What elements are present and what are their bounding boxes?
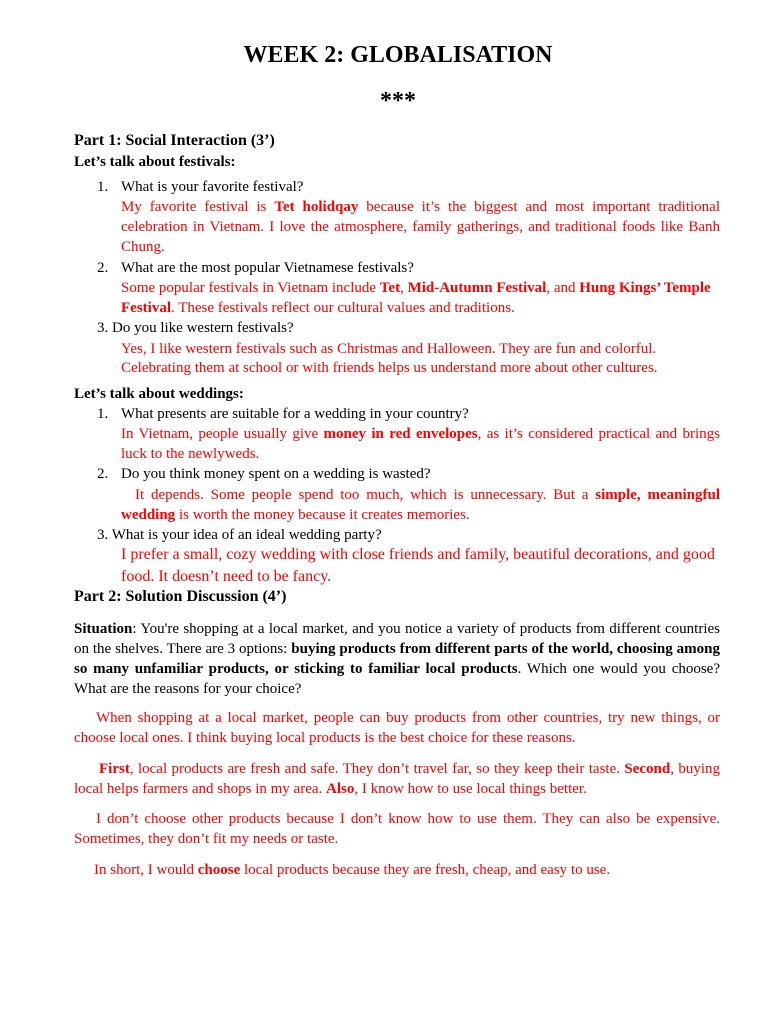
question-number: 2. xyxy=(97,466,109,482)
answer-span: In Vietnam, people usually give xyxy=(121,426,324,442)
question-text: What is your favorite festival? xyxy=(121,179,304,195)
answer-span: , and xyxy=(546,280,580,296)
title-separator: *** xyxy=(380,88,416,114)
question-number: 1. xyxy=(97,406,109,422)
page-title: WEEK 2: GLOBALISATION xyxy=(243,42,553,68)
essay-bold: First xyxy=(99,761,130,777)
essay-bold: Second xyxy=(624,761,671,777)
answer-text xyxy=(121,278,720,318)
festivals-subheading: Let’s talk about festivals: xyxy=(74,154,236,170)
question-number: 2. xyxy=(97,260,109,276)
answer-span: , as it’s considered practical and brings luck to the newlyweds. xyxy=(121,426,720,462)
question-number: 1. xyxy=(97,179,109,195)
essay-paragraph xyxy=(74,860,720,880)
answer-span: . These festivals reflect our cultural values and traditions. xyxy=(171,300,515,316)
situation-text: : You're shopping at a local market, and you notice a variety of products from different countries on the shelves. There are 3 options: xyxy=(74,621,720,657)
essay-span: , local products are fresh and safe. They don’t travel far, so they keep their taste. xyxy=(129,761,625,777)
answer-bold: Mid-Autumn Festival xyxy=(407,280,547,296)
essay-span: , buying local helps farmers and shops in my area. xyxy=(74,761,720,797)
part2-heading: Part 2: Solution Discussion (4’) xyxy=(74,588,287,605)
answer-bold: Hung Kings’ Temple Festival xyxy=(121,280,711,316)
essay-span: , I know how to use local things better. xyxy=(354,781,587,797)
question-text: What are the most popular Vietnamese festivals? xyxy=(121,260,414,276)
answer-text xyxy=(121,197,720,257)
question-text: 3. Do you like western festivals? xyxy=(97,320,294,336)
weddings-subheading: Let’s talk about weddings: xyxy=(74,386,244,402)
answer-span: is worth the money because it creates memories. xyxy=(175,507,470,523)
essay-span: local products because they are fresh, cheap, and easy to use. xyxy=(240,862,611,878)
situation-text: . Which one would you choose? What are the reasons for your choice? xyxy=(74,661,720,697)
answer-text: Yes, I like western festivals such as Christmas and Halloween. They are fun and colorful. xyxy=(121,341,657,357)
question-text: 3. What is your idea of an ideal wedding party? xyxy=(97,527,382,543)
question-text: What presents are suitable for a wedding in your country? xyxy=(121,406,469,422)
answer-text: I prefer a small, cozy wedding with close friends and family, beautiful decorations, and good food. It doesn’t need to be fancy. xyxy=(121,546,715,585)
essay-paragraph: I don’t choose other products because I don’t know how to use them. They can also be expensive. Sometimes, they don’t fit my needs or taste. xyxy=(74,811,720,847)
answer-span: It depends. Some people spend too much, which is unnecessary. But a xyxy=(135,487,596,503)
answer-span: , xyxy=(400,280,408,296)
answer-bold: Tet holidqay xyxy=(274,199,359,215)
answer-text xyxy=(121,424,720,464)
situation-options: buying products from different parts of the world, choosing among so many unfamiliar products, or sticking to familiar local products xyxy=(74,641,720,677)
essay-paragraph xyxy=(74,759,720,799)
answer-span: because it’s the biggest and most important traditional celebration in Vietnam. I love the atmosphere, family gatherings, and traditional foods like Banh Chung. xyxy=(121,199,720,255)
answer-span: My favorite festival is xyxy=(121,199,275,215)
answer-text xyxy=(121,485,720,525)
essay-paragraph: When shopping at a local market, people can buy products from other countries, try new things, or choose local ones. I think buying local products is the best choice for these reasons. xyxy=(74,710,720,746)
answer-bold: Tet xyxy=(379,280,401,296)
essay-bold: choose xyxy=(197,862,241,878)
answer-text: Celebrating them at school or with friends helps us understand more about other cultures. xyxy=(121,360,658,376)
answer-bold: simple, meaningful wedding xyxy=(121,487,720,523)
essay-span: In short, I would xyxy=(94,862,198,878)
answer-span: Some popular festivals in Vietnam include xyxy=(121,280,380,296)
answer-bold: money in red envelopes xyxy=(323,426,478,442)
situation-label: Situation xyxy=(74,621,133,637)
essay-bold: Also xyxy=(326,781,355,797)
part1-heading: Part 1: Social Interaction (3’) xyxy=(74,132,275,149)
situation-paragraph xyxy=(74,619,720,699)
question-text: Do you think money spent on a wedding is wasted? xyxy=(121,466,431,482)
